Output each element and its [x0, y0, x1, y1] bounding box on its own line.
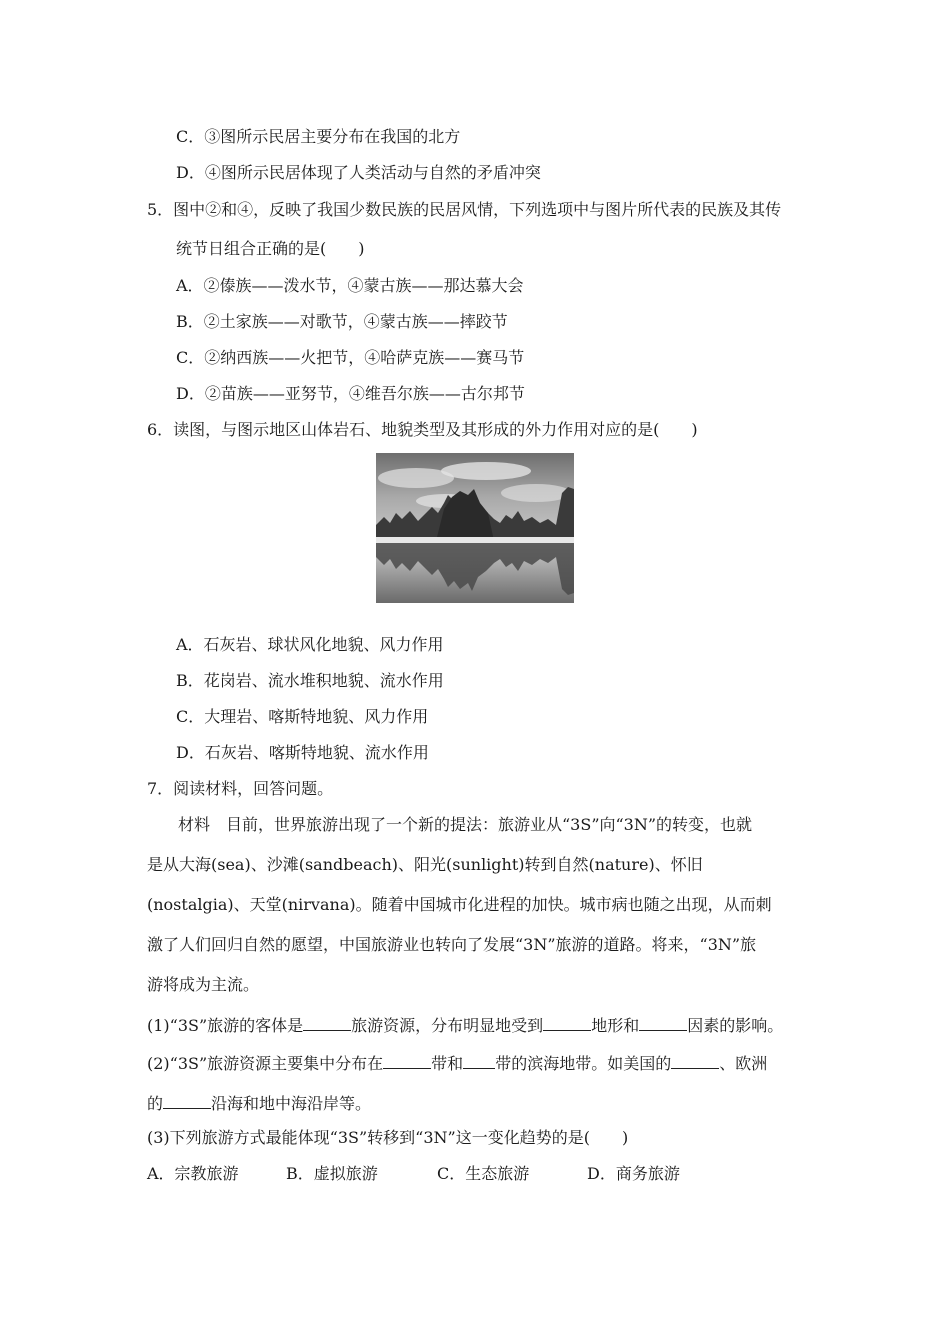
q7-sub1-text-c: 地形和 — [591, 1016, 640, 1035]
q7-sub2-text-d: 、欧洲 — [719, 1054, 768, 1073]
answer-blank[interactable] — [671, 1052, 719, 1069]
q5-option-a: A．②傣族——泼水节，④蒙古族——那达慕大会 — [176, 276, 524, 295]
q6-option-d: D．石灰岩、喀斯特地貌、流水作用 — [176, 743, 429, 762]
choice-a: A．宗教旅游 — [147, 1164, 239, 1183]
q7-stem: 7．阅读材料，回答问题。 — [147, 779, 334, 798]
answer-blank[interactable] — [303, 1014, 351, 1031]
q6-option-c: C．大理岩、喀斯特地貌、风力作用 — [176, 707, 429, 726]
q7-sub1 — [147, 1014, 783, 1036]
q7-sub2-cont — [147, 1092, 371, 1114]
q7-material-line3: (nostalgia)、天堂(nirvana)。随着中国城市化进程的加快。城市病也随之出现，从而刺 — [147, 895, 772, 914]
q7-sub3-choices — [147, 1164, 680, 1184]
karst-landscape-photo — [376, 453, 574, 603]
q7-sub2 — [147, 1052, 767, 1074]
q7-sub1-text-d: 因素的影响。 — [687, 1016, 784, 1035]
q7-material-line5: 游将成为主流。 — [147, 975, 260, 994]
answer-blank[interactable] — [463, 1052, 495, 1069]
q7-sub3: (3)下列旅游方式最能体现“3S”转移到“3N”这一变化趋势的是( ) — [147, 1128, 629, 1147]
q6-option-b: B．花岗岩、流水堆积地貌、流水作用 — [176, 671, 444, 690]
answer-blank[interactable] — [543, 1014, 591, 1031]
q7-sub2-text-e: 的 — [147, 1094, 164, 1113]
q4-option-d: D．④图所示民居体现了人类活动与自然的矛盾冲突 — [176, 163, 541, 182]
choice-b: B．虚拟旅游 — [286, 1164, 378, 1183]
q7-sub1-text-a: (1)“3S”旅游的客体是 — [147, 1016, 304, 1035]
q7-material-line2: 是从大海(sea)、沙滩(sandbeach)、阳光(sunlight)转到自然(nature)、怀旧 — [147, 855, 703, 874]
choice-d: D．商务旅游 — [587, 1164, 680, 1183]
q6-stem: 6．读图，与图示地区山体岩石、地貌类型及其形成的外力作用对应的是( ) — [147, 420, 698, 439]
q5-stem-line1: 5．图中②和④，反映了我国少数民族的民居风情，下列选项中与图片所代表的民族及其传 — [147, 200, 782, 219]
q7-material-line4: 激了人们回归自然的愿望，中国旅游业也转向了发展“3N”旅游的道路。将来，“3N”旅 — [147, 935, 757, 954]
q7-sub2-text-b: 带和 — [431, 1054, 464, 1073]
q4-option-c: C．③图所示民居主要分布在我国的北方 — [176, 127, 461, 146]
q7-sub1-text-b: 旅游资源，分布明显地受到 — [351, 1016, 544, 1035]
answer-blank[interactable] — [639, 1014, 687, 1031]
q7-sub2-text-c: 带的滨海地带。如美国的 — [495, 1054, 672, 1073]
q6-option-a: A．石灰岩、球状风化地貌、风力作用 — [176, 635, 444, 654]
q5-option-c: C．②纳西族——火把节，④哈萨克族——赛马节 — [176, 348, 525, 367]
q5-option-d: D．②苗族——亚努节，④维吾尔族——古尔邦节 — [176, 384, 525, 403]
q7-material-line1: 材料 目前，世界旅游出现了一个新的提法：旅游业从“3S”向“3N”的转变，也就 — [178, 815, 753, 834]
choice-c: C．生态旅游 — [437, 1164, 530, 1183]
answer-blank[interactable] — [163, 1092, 211, 1109]
q7-sub2-text-a: (2)“3S”旅游资源主要集中分布在 — [147, 1054, 384, 1073]
q5-option-b: B．②土家族——对歌节，④蒙古族——摔跤节 — [176, 312, 508, 331]
q7-sub2-text-f: 沿海和地中海沿岸等。 — [211, 1094, 372, 1113]
answer-blank[interactable] — [383, 1052, 431, 1069]
q5-stem-line2: 统节日组合正确的是( ) — [176, 239, 365, 258]
